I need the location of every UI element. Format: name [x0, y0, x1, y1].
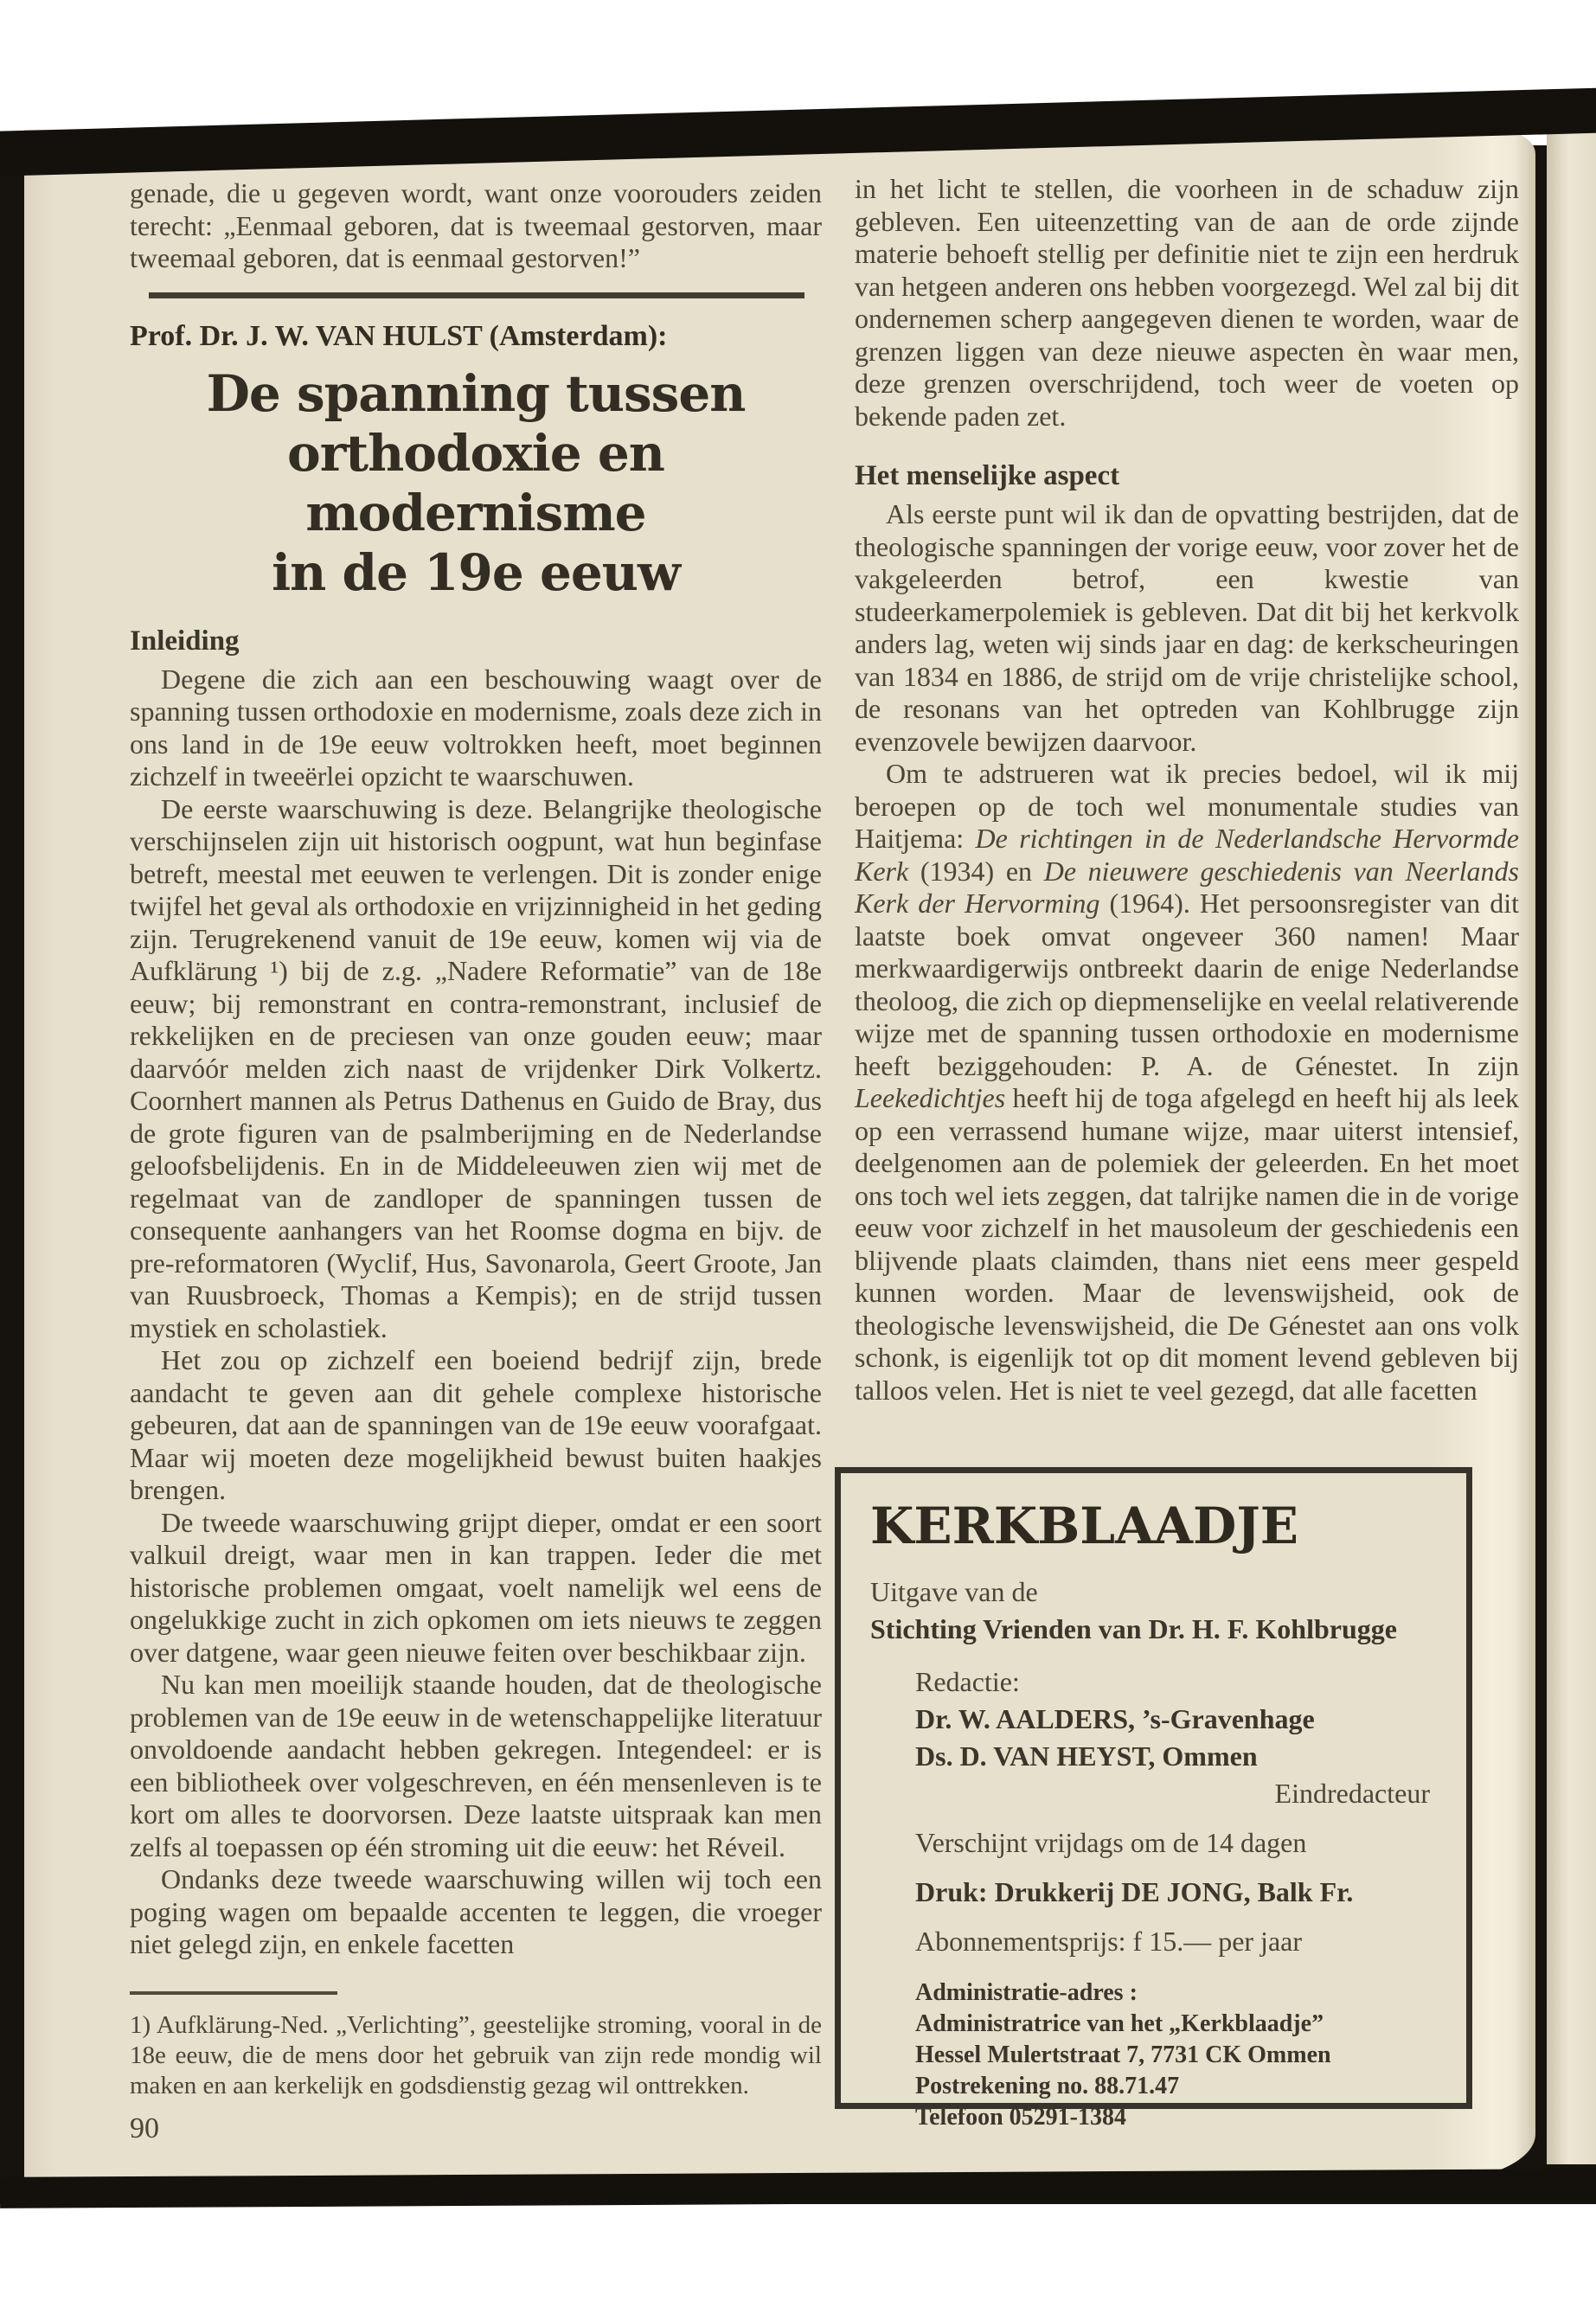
page-number: 90 — [130, 2112, 159, 2144]
section-divider-rule — [149, 292, 804, 298]
next-page-edge — [1547, 131, 1596, 2164]
colophon-printer: Druk: Drukkerij DE JONG, Balk Fr. — [915, 1876, 1354, 1907]
continuation-paragraph: in het licht te stellen, die voorheen in de schaduw zijn gebleven. Een uiteenzetting van de aan de orde zijnde materie behoeft stellig per definitie niet te zijn een herdruk van hetgeen anderen ons hebben voorgezegd. Wel zal bij dit ondernemen scherp aangegeven dienen te worden, waar de grenzen liggen van deze nieuwe aspecten èn waar men, deze grenzen overschrijdend, toch weer de voeten op bekende paden zet. — [855, 173, 1519, 432]
section-heading-menselijke-aspect: Het menselijke aspect — [855, 460, 1120, 491]
colophon-chief-editor: Eindredacteur — [1274, 1778, 1430, 1809]
article-title-line-1: De spanning tussen — [206, 363, 746, 423]
footnote-rule — [130, 1991, 337, 1995]
article-title-line-3: in de 19e eeuw — [272, 542, 680, 602]
colophon-admin-name: Administratrice van het „Kerkblaadje” — [915, 2010, 1324, 2037]
colophon-admin-street: Hessel Mulertstraat 7, 7731 CK Ommen — [915, 2041, 1331, 2068]
body-paragraph: Nu kan men moeilijk staande houden, dat de theologische problemen van de 19e eeuw in de wetenschappelijke literatuur onvoldoende aandacht hebben gekregen. Integendeel: er is een bibliotheek over volgeschreven, en één mensenleven is te kort om alles te doorvorsen. Deze laatste uitspraak kan men zelfs al toepassen op één stroming uit die eeuw: het Réveil. — [130, 1669, 822, 1862]
colophon-admin-address-label: Administratie-adres : — [915, 1979, 1138, 2006]
footnote-block — [130, 1991, 822, 2146]
article-title-line-2: orthodoxie en modernisme — [287, 423, 664, 542]
body-paragraph: De eerste waarschuwing is deze. Belangrijke theologische verschijnselen zijn uit historisch oogpunt, wat hun beginfase betreft, meestal met eeuwen te verlengen. Dit is zonder enige twijfel het geval als orthodoxie en vrijzinnigheid in het geding zijn. Terugrekenend vanuit de 19e eeuw, komen wij via de Aufklärung ¹) bij de z.g. „Nadere Reformatie” van de 18e eeuw; bij remonstrant en contra-remonstrant, inclusief de rekkelijken en de preciesen van onze gouden eeuw; maar daarvóór melden zich naast de vrijdenker Dirk Volkertz. Coornhert mannen als Petrus Dathenus en Guido de Bray, dus de grote figuren van de psalmberijming en de Nederlandse geloofsbelijdenis. En in de Middeleeuwen zien wij met de regelmaat van de zandloper de spanningen tussen de consequente aanhangers van het Roomse dogma en bijv. de pre-reformatoren (Wyclif, Hus, Savonarola, Geert Groote, Jan van Ruusbroeck, Thomas a Kempis); en de strijd tussen mystiek en scholastiek. — [130, 792, 822, 1343]
left-column — [130, 177, 822, 1961]
colophon-phone-number: Telefoon 05291-1384 — [915, 2104, 1126, 2131]
colophon-subscription-price: Abonnementsprijs: f 15.— per jaar — [915, 1926, 1302, 1957]
section-heading-inleiding: Inleiding — [130, 625, 240, 657]
kerkblaadje-colophon-box — [835, 1467, 1472, 2131]
article-title — [130, 364, 822, 603]
body-paragraph: Als eerste punt wil ik dan de opvatting bestrijden, dat de theologische spanningen der vorige eeuw, voor zover het de vakgeleerden betrof, een kwestie van studeerkamerpolemiek is gebleven. Dat dit bij het kerkvolk anders lag, weten wij sinds jaar en dag: de kerkscheuringen van 1834 en 1886, de strijd om de vrije christelijke school, de resonans van het optreden van Kohlbrugge zijn evenzovele bewijzen daarvoor. — [855, 498, 1519, 757]
right-column — [855, 173, 1519, 1407]
colophon-editorial-label: Redactie: — [915, 1666, 1020, 1697]
colophon-giro-number: Postrekening no. 88.71.47 — [915, 2073, 1180, 2099]
footnote-text: 1) Aufklärung-Ned. „Verlichting”, geestelijke stroming, vooral in de 18e eeuw, die de mens door het gebruik van zijn rede mondig wil maken en aan kerkelijk en godsdienstig gezag wil onttrekken. — [130, 2011, 822, 2099]
body-paragraph: Het zou op zichzelf een boeiend bedrijf zijn, brede aandacht te geven aan dit gehele complexe historische gebeuren, dat aan de spanningen van de 19e eeuw voorafgaat. Maar wij moeten deze mogelijkheid bewust buiten haakjes brengen. — [130, 1344, 822, 1505]
colophon-publisher-intro: Uitgave van de — [870, 1576, 1038, 1607]
body-paragraph: De tweede waarschuwing grijpt dieper, omdat er een soort valkuil dreigt, waar men in kan trappen. Ieder die met historische problemen omgaat, voelt namelijk wel eens de ongelukkige zucht in zich opkomen om iets nieuws te zeggen over datgene, waar geen nieuwe feiten over beschikbaar zijn. — [130, 1506, 822, 1668]
continuation-paragraph: genade, die u gegeven wordt, want onze voorouders zeiden terecht: „Eenmaal geboren, dat is tweemaal gestorven, maar tweemaal geboren, dat is eenmaal gestorven!” — [130, 177, 822, 273]
body-paragraph: Om te adstrueren wat ik precies bedoel, wil ik mij beroepen op de toch wel monumentale studies van Haitjema: De richtingen in de Nederlandsche Hervormde Kerk (1934) en De nieuwere geschiedenis van Neerlands Kerk der Hervorming (1964). Het persoonsregister van dit laatste boek omvat ongeveer 360 namen! Maar merkwaardigerwijs ontbreekt daarin de enige Nederlandse theoloog, die zich op diepmenselijke en veelal relativerende wijze met de spanning tussen orthodoxie en modernisme heeft beziggehouden: P. A. de Génestet. In zijn Leekedichtjes heeft hij de toga afgelegd en heeft hij als leek op een verrassend humane wijze, maar uiterst intensief, deelgenomen aan de polemiek der geleerden. En het moet ons toch wel iets zeggen, dat talrijke namen die in de vorige eeuw voor zichzelf in het mausoleum der geschiedenis een blijvende plaats claimden, thans niet eens meer gespeld kunnen worden. Maar de levenswijsheid, ook de theologische levenswijsheid, die De Génestet aan ons volk schonk, is eigenlijk tot op dit moment levend gebleven bij talloos velen. Het is niet te veel gezegd, dat alle facetten — [855, 758, 1520, 1406]
article-byline: Prof. Dr. J. W. VAN HULST (Amsterdam): — [130, 319, 668, 352]
body-paragraph: Ondanks deze tweede waarschuwing willen wij toch een poging wagen om bepaalde accenten te leggen, die vroeger niet gelegd zijn, en enkele facetten — [130, 1863, 822, 1959]
colophon-editor-2: Ds. D. VAN HEYST, Ommen — [915, 1740, 1258, 1772]
body-paragraph: Degene die zich aan een beschouwing waagt over de spanning tussen orthodoxie en modernisme, zoals deze zich in ons land in de 19e eeuw voltrokken heeft, moet beginnen zichzelf in tweeërlei opzicht te waarschuwen. — [130, 663, 822, 792]
colophon-title: KERKBLAADJE — [870, 1497, 1298, 1555]
colophon-publisher: Stichting Vrienden van Dr. H. F. Kohlbrugge — [870, 1613, 1397, 1644]
colophon-editor-1: Dr. W. AALDERS, ’s-Gravenhage — [915, 1703, 1315, 1734]
colophon-frequency: Verschijnt vrijdags om de 14 dagen — [915, 1827, 1307, 1858]
